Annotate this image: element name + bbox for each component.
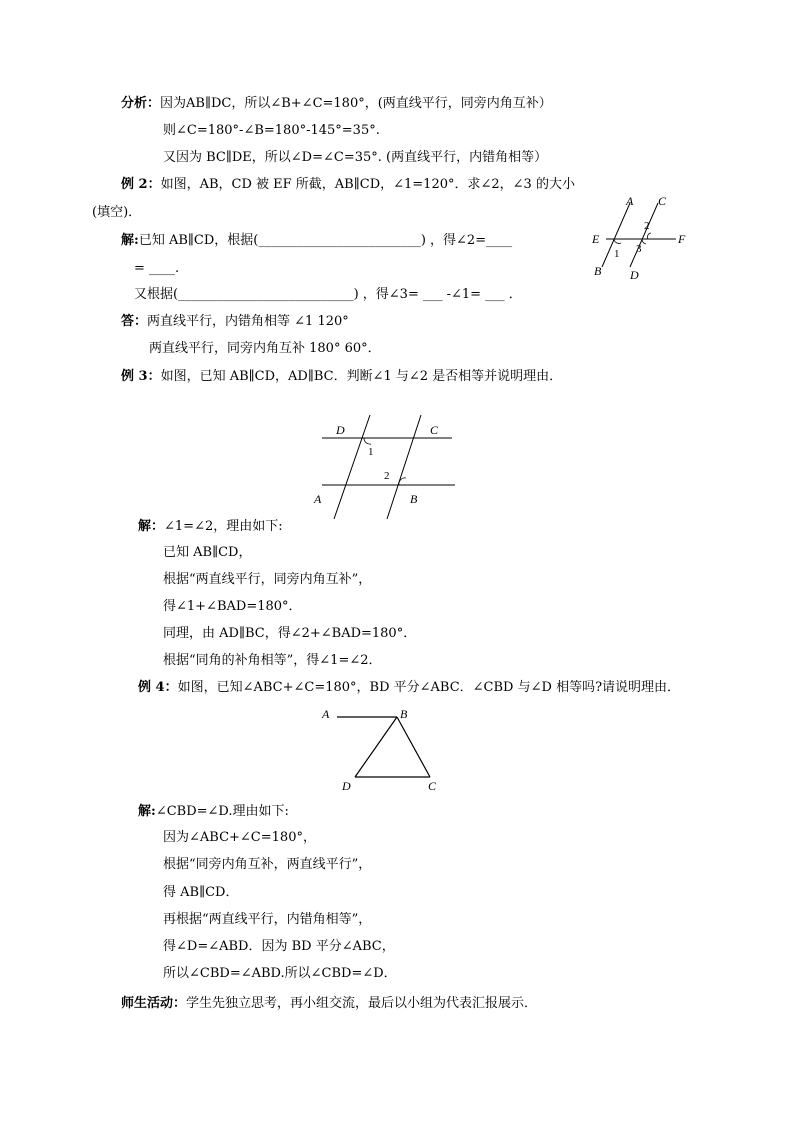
label-c: C bbox=[430, 423, 439, 437]
example-2-label: 例 2： bbox=[121, 177, 161, 192]
line-bc bbox=[397, 717, 430, 777]
label-1: 1 bbox=[614, 248, 620, 260]
label-f: F bbox=[678, 232, 686, 246]
example-3-figure bbox=[310, 415, 470, 525]
analysis-line-3: 又因为 BC∥DE，所以∠D=∠C=35°. (两直线平行，内错角相等） bbox=[163, 150, 548, 165]
example-3-question: 例 3：如图，已知 AB∥CD，AD∥BC．判断∠1 与∠2 是否相等并说明理由． bbox=[121, 369, 563, 384]
line-bd bbox=[355, 717, 397, 777]
example-2-solution-2: = ____. bbox=[134, 261, 180, 276]
label-c: C bbox=[658, 194, 667, 208]
example-2-question-cont: (填空)． bbox=[92, 205, 142, 220]
angle-2-arc bbox=[647, 233, 651, 239]
example-3-solution-label: 解： bbox=[138, 519, 165, 534]
label-d: D bbox=[342, 779, 351, 793]
example-4-solution-label: 解: bbox=[138, 804, 156, 819]
example-2-answer-2: 两直线平行，同旁内角互补 180° 60°． bbox=[149, 341, 381, 356]
example-2-solution-1: 解:已知 AB∥CD，根据(_________________________) ，得∠2=____ bbox=[121, 233, 513, 248]
example-4-solution-2: 因为∠ABC+∠C=180°， bbox=[163, 830, 316, 845]
example-4-solution-1: 解:∠CBD=∠D.理由如下: bbox=[138, 804, 289, 819]
example-3-label: 例 3： bbox=[121, 369, 161, 384]
label-d: D bbox=[336, 423, 345, 437]
analysis-label: 分析： bbox=[121, 96, 161, 111]
example-4-solution-7: 所以∠CBD=∠ABD.所以∠CBD=∠D． bbox=[163, 966, 397, 981]
example-4-solution-4: 得 AB∥CD． bbox=[163, 885, 239, 900]
example-3-solution-2: 已知 AB∥CD， bbox=[163, 545, 252, 560]
example-2-answer-1: 答：两直线平行，内错角相等 ∠1 120° bbox=[121, 314, 349, 329]
example-3-solution-6: 根据“同角的补角相等”，得∠1=∠2． bbox=[163, 653, 382, 668]
example-2-solution-3: 又根据(___________________________) ，得∠3= ___ -∠1= ___ ． bbox=[134, 287, 522, 302]
analysis-line-1: 分析：因为AB∥DC，所以∠B+∠C=180°，(两直线平行，同旁内角互补） bbox=[121, 96, 552, 111]
label-2: 2 bbox=[644, 220, 650, 232]
example-2-solution-label: 解: bbox=[121, 233, 139, 248]
angle-1-arc bbox=[614, 239, 621, 243]
example-2-question: 例 2：如图，AB，CD 被 EF 所截，AB∥CD，∠1=120°．求∠2，∠3 的大小 bbox=[121, 177, 575, 192]
example-4-solution-3: 根据“同旁内角互补，两直线平行”， bbox=[163, 857, 372, 872]
label-c: C bbox=[428, 779, 437, 793]
label-1: 1 bbox=[368, 446, 374, 458]
example-3-solution-5: 同理，由 AD∥BC，得∠2+∠BAD=180°． bbox=[163, 626, 417, 641]
angle-3-arc bbox=[642, 239, 646, 244]
example-3-solution-1: 解：∠1=∠2，理由如下: bbox=[138, 519, 283, 534]
example-3-solution-3: 根据“两直线平行，同旁内角互补”， bbox=[163, 572, 372, 587]
angle-1-arc bbox=[364, 438, 371, 444]
line-cd bbox=[630, 203, 658, 267]
analysis-line-2: 则∠C=180°-∠B=180°-145°=35°. bbox=[163, 123, 380, 138]
label-e: E bbox=[592, 232, 600, 246]
example-2-answer-label: 答： bbox=[121, 314, 148, 329]
example-2-figure bbox=[590, 195, 700, 285]
example-3-solution-4: 得∠1+∠BAD=180°． bbox=[163, 599, 302, 614]
label-2: 2 bbox=[384, 470, 390, 482]
label-3: 3 bbox=[636, 243, 642, 255]
label-a: A bbox=[314, 492, 322, 506]
example-4-solution-6: 得∠D=∠ABD．因为 BD 平分∠ABC， bbox=[163, 939, 395, 954]
example-4-solution-5: 再根据“两直线平行，内错角相等”， bbox=[163, 912, 372, 927]
label-d: D bbox=[630, 268, 639, 282]
label-b: B bbox=[410, 492, 418, 506]
label-b: B bbox=[400, 707, 408, 721]
example-4-question: 例 4：如图，已知∠ABC+∠C=180°，BD 平分∠ABC．∠CBD 与∠D 相等吗?请说明理由． bbox=[138, 680, 681, 695]
example-4-figure bbox=[318, 704, 448, 796]
label-a: A bbox=[322, 707, 330, 721]
label-a: A bbox=[626, 194, 634, 208]
label-b: B bbox=[594, 264, 602, 278]
activity-label: 师生活动： bbox=[121, 996, 187, 1011]
activity-line: 师生活动：学生先独立思考，再小组交流，最后以小组为代表汇报展示． bbox=[121, 996, 538, 1011]
example-4-label: 例 4： bbox=[138, 680, 178, 695]
